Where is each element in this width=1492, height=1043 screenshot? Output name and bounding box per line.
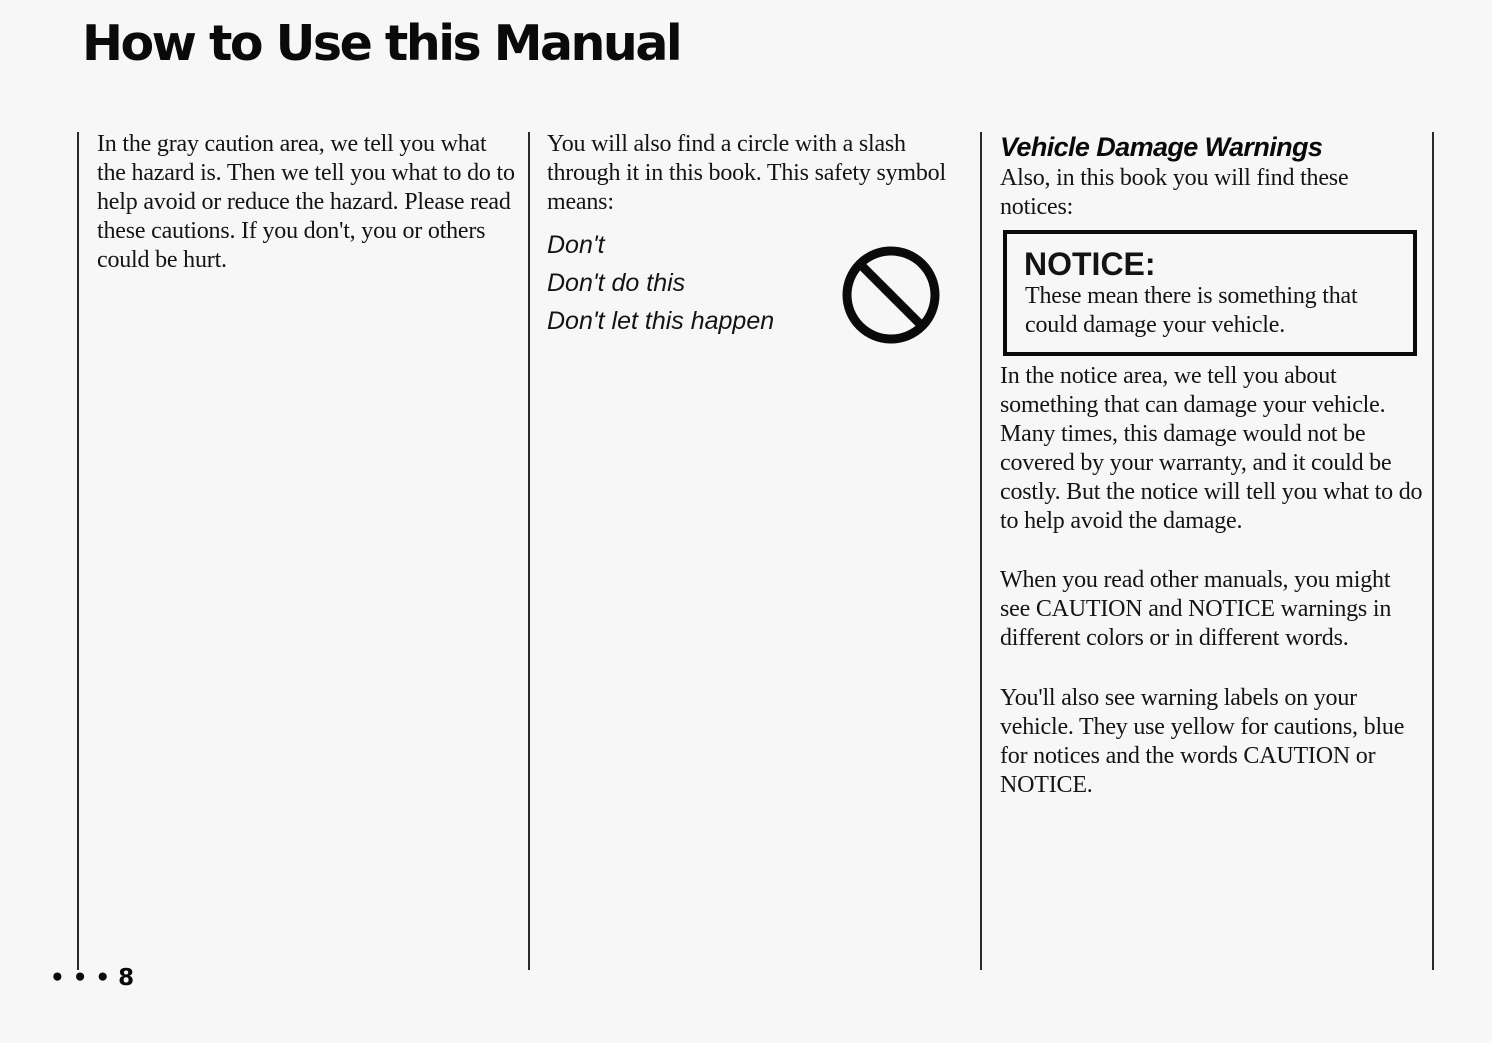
column-divider-right [1432,132,1434,970]
notice-text: These mean there is something that could damage your vehicle. [1025,283,1358,338]
warning-labels-paragraph: You'll also see warning labels on your vehicle. They use yellow for cautions, blue for notices and the words CAUTION or NOTICE. [1000,685,1405,798]
symbol-meanings-list [547,226,774,340]
prohibition-icon [840,244,942,346]
symbol-meaning-item: Don't [547,231,605,259]
symbol-meaning-item: Don't let this happen [547,307,775,335]
column-divider-middle-right [980,132,982,970]
section-heading: Vehicle Damage Warnings [1000,132,1323,162]
column-caution-explanation [97,130,517,275]
column-safety-symbol [547,130,967,217]
other-manuals-paragraph: When you read other manuals, you might see CAUTION and NOTICE warnings in different colors or in different words. [1000,567,1392,651]
caution-area-paragraph: In the gray caution area, we tell you what the hazard is. Then we tell you what to do to help avoid or reduce the hazard. Please read these cautions. If you don't, you or others could be hurt. [97,131,515,273]
column-vehicle-damage [1000,130,1425,222]
column-divider-left [77,132,79,970]
safety-symbol-intro: You will also find a circle with a slash through it in this book. This safety symbol means: [547,131,946,215]
page-number: • • • 8 [50,965,135,991]
page-title: How to Use this Manual [82,15,681,72]
column-divider-middle-left [528,132,530,970]
notice-box [1003,230,1417,356]
symbol-meaning-item: Don't do this [547,269,686,297]
notice-title: NOTICE: [1024,246,1156,282]
notice-area-paragraph: In the notice area, we tell you about something that can damage your vehicle. Many times, this damage would not be covered by your warranty, and it could be costly. But the notice will tell you what to do to help avoid the damage. [1000,363,1423,534]
notice-intro: Also, in this book you will find these notices: [1000,165,1349,220]
